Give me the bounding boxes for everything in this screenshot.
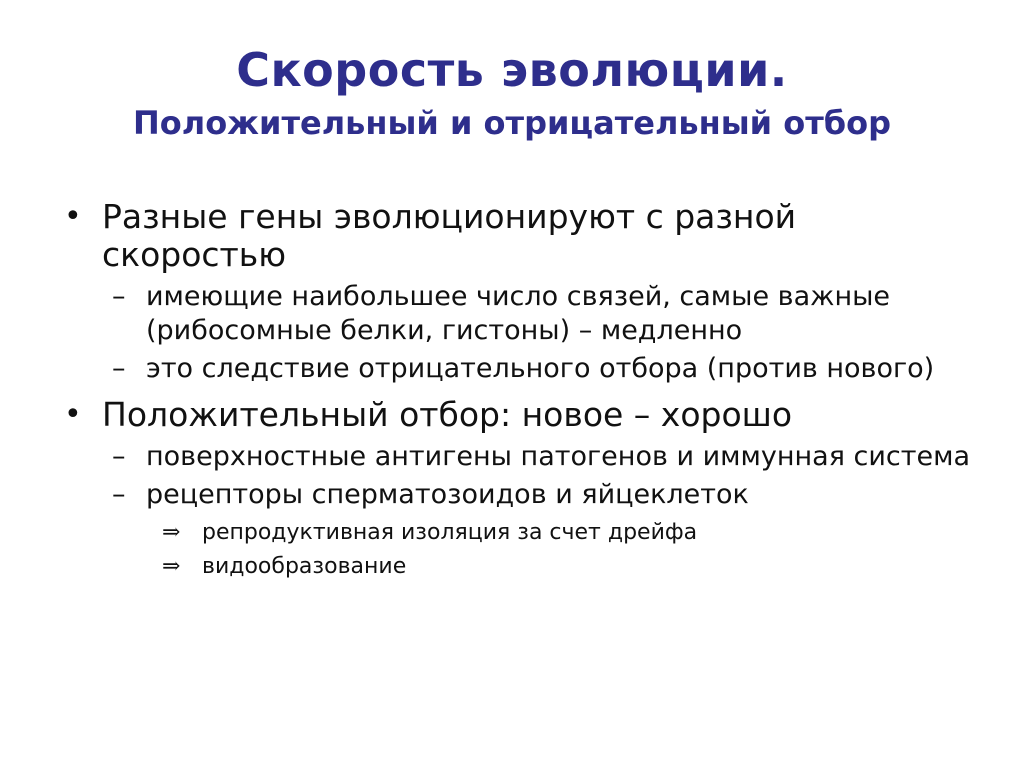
- sub-bullet-text: имеющие наибольшее число связей, самые важные (рибосомные белки, гистоны) – медленно: [146, 281, 891, 346]
- slide-title: Скорость эволюции.: [236, 43, 788, 97]
- bullet-marker: •: [64, 199, 82, 234]
- sub-sub-bullet-text: репродуктивная изоляция за счет дрейфа: [202, 520, 698, 545]
- bullet-list: [60, 198, 990, 584]
- sub-sub-bullet-item: [162, 516, 990, 550]
- dash-marker: –: [112, 441, 126, 472]
- sub-bullet-text: поверхностные антигены патогенов и иммунная система: [146, 441, 971, 472]
- sub-sub-bullet-item: [162, 550, 990, 584]
- sub-bullet-item: [112, 478, 990, 512]
- sub-sub-bullet-text: видообразование: [202, 554, 407, 579]
- bullet-text: Положительный отбор: новое – хорошо: [102, 395, 793, 434]
- sub-bullet-item: [112, 280, 990, 348]
- sub-bullet-text: это следствие отрицательного отбора (против нового): [146, 353, 935, 384]
- implies-arrow-icon: ⇒: [162, 520, 181, 545]
- slide-subtitle: Положительный и отрицательный отбор: [132, 104, 891, 142]
- implies-arrow-icon: ⇒: [162, 554, 181, 579]
- bullet-text: Разные гены эволюционируют с разной скоростью: [102, 197, 797, 274]
- dash-marker: –: [112, 479, 126, 510]
- bullet-item: [60, 198, 990, 274]
- slide-title-block: [0, 40, 1024, 146]
- sub-bullet-item: [112, 352, 990, 386]
- bullet-marker: •: [64, 397, 82, 432]
- sub-bullet-item: [112, 440, 990, 474]
- dash-marker: –: [112, 281, 126, 312]
- bullet-item: [60, 396, 990, 434]
- dash-marker: –: [112, 353, 126, 384]
- sub-bullet-text: рецепторы сперматозоидов и яйцеклеток: [146, 479, 749, 510]
